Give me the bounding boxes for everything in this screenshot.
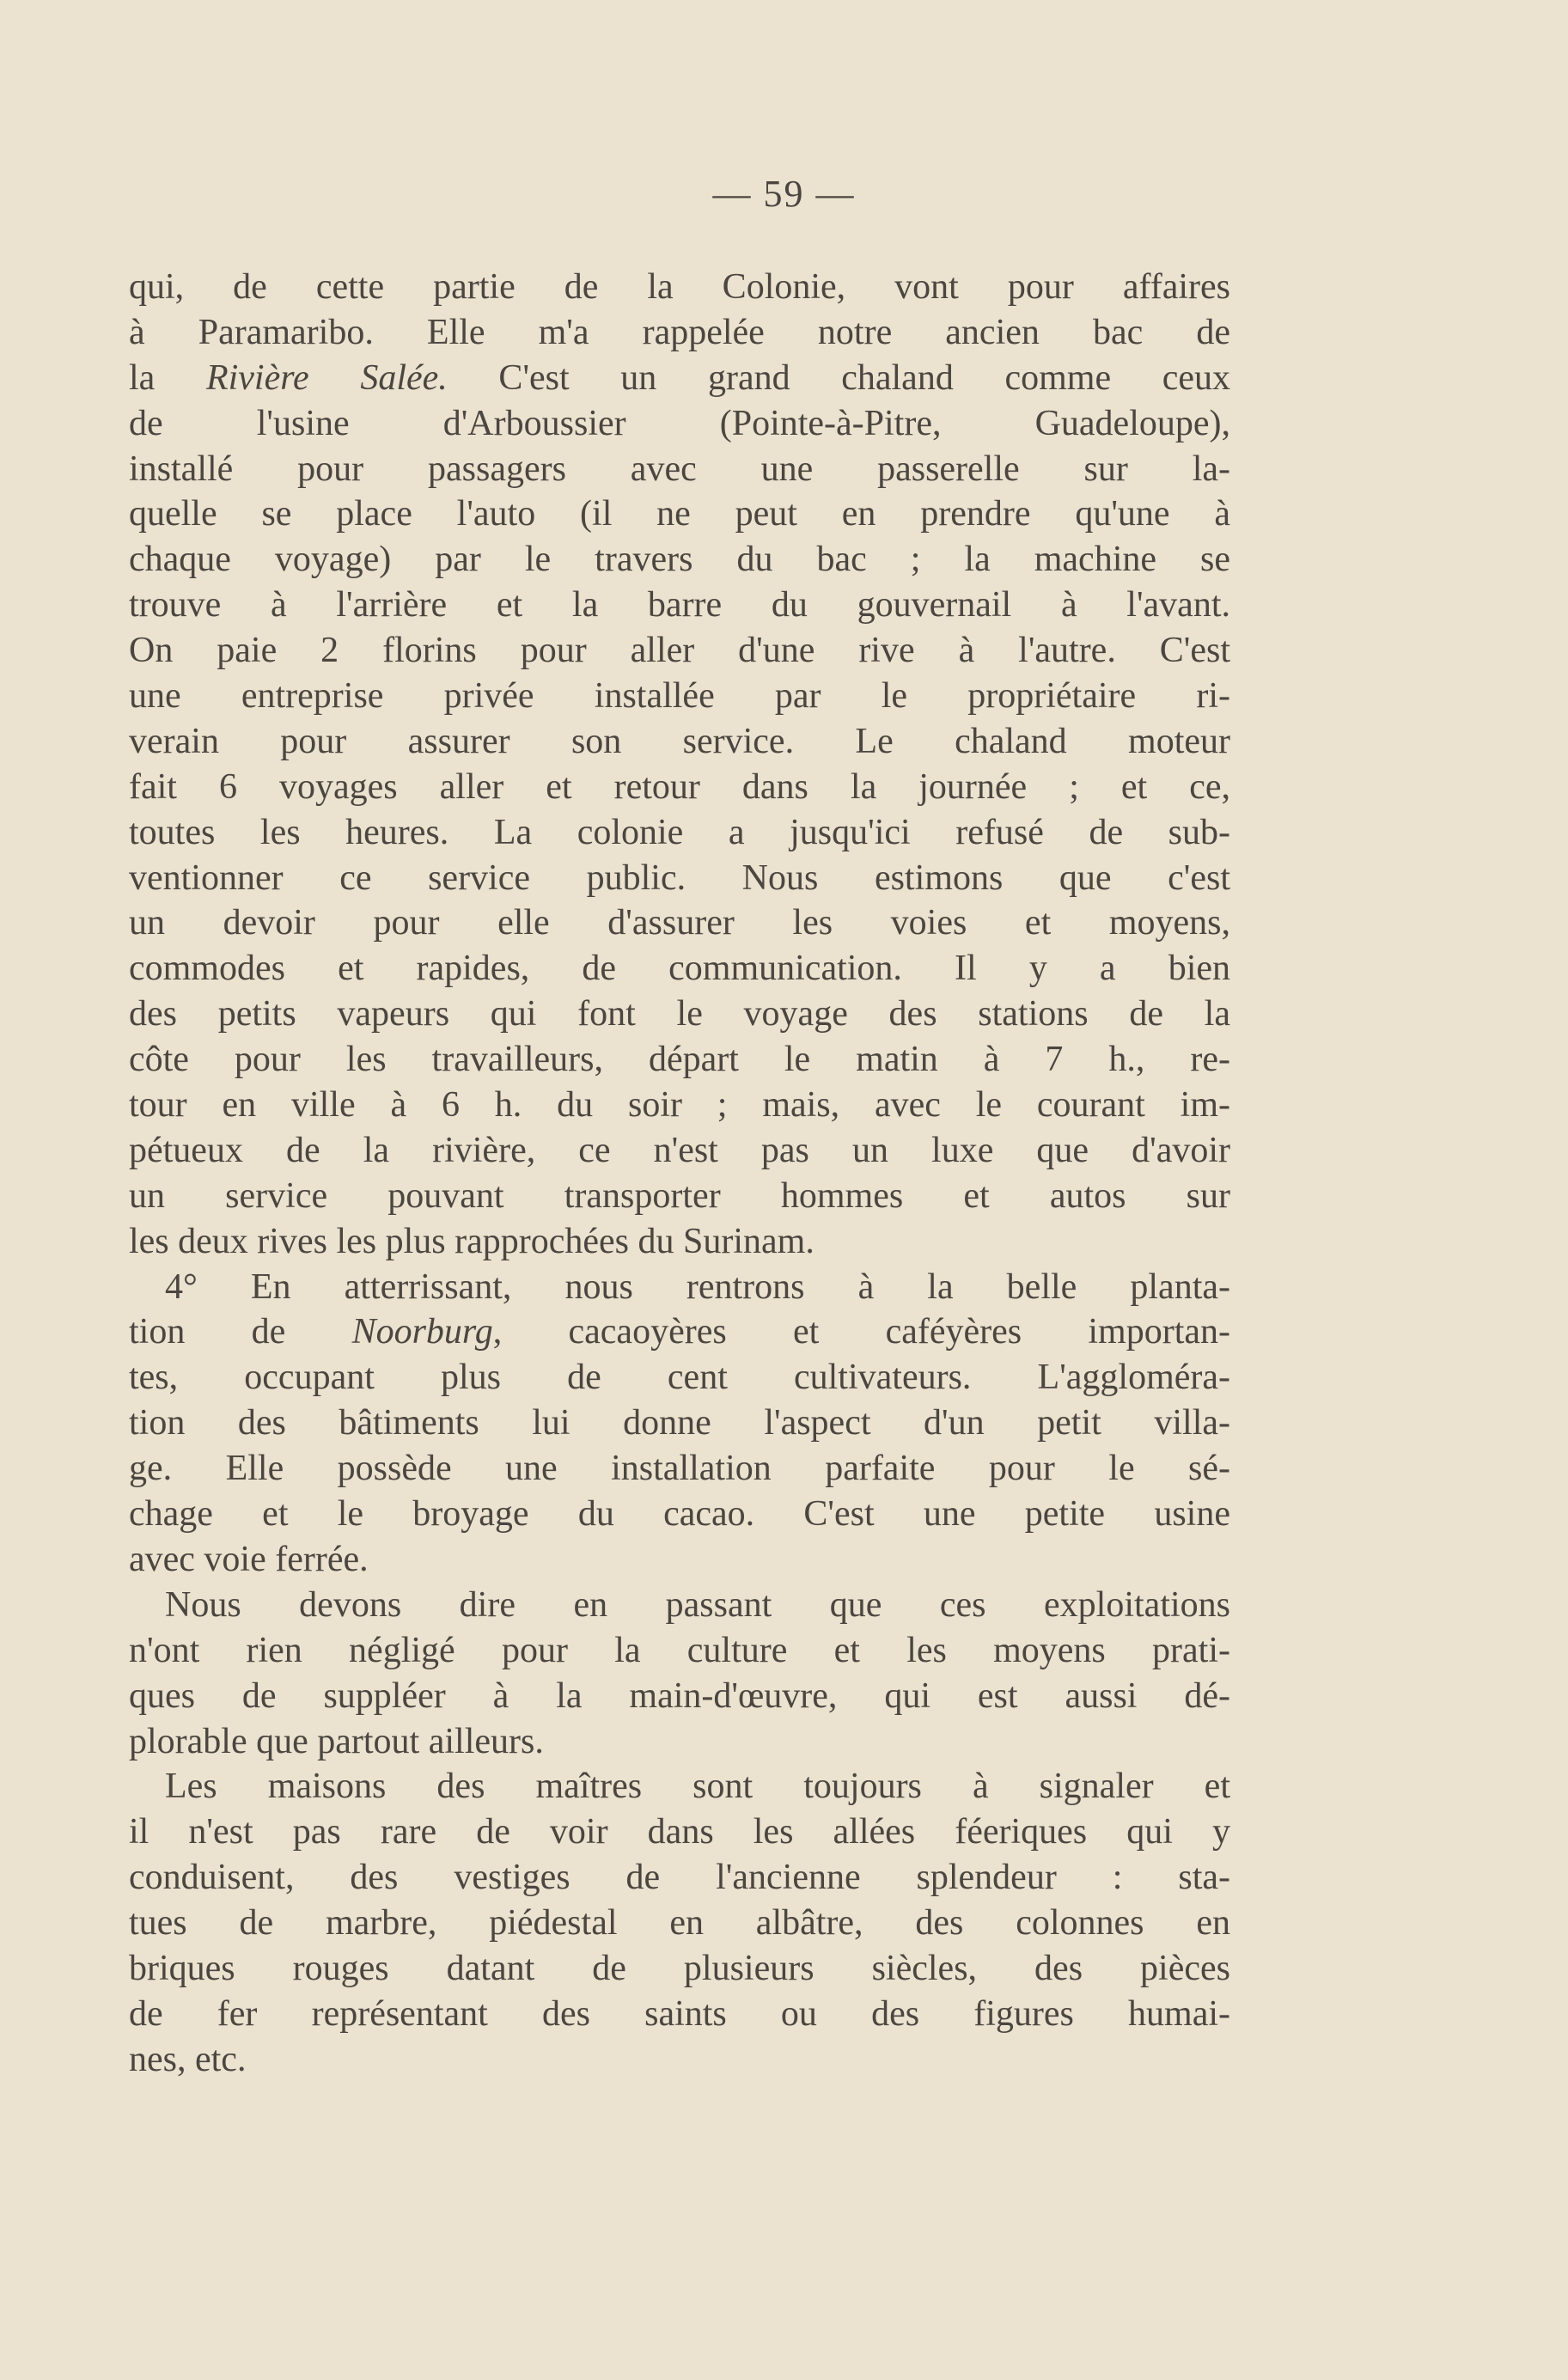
line-text: ge. Elle possède une installation parfaite pour le sé-	[129, 1449, 1230, 1489]
text-line	[129, 1674, 1230, 1719]
text-line	[129, 674, 1230, 719]
line-text: il n'est pas rare de voir dans les allées féeriques qui y	[129, 1812, 1230, 1852]
line-text: chaque voyage) par le travers du bac ; la machine se	[129, 540, 1230, 580]
line-text: n'ont rien négligé pour la culture et les moyens prati-	[129, 1630, 1230, 1670]
line-text: toutes les heures. La colonie a jusqu'ici refusé de sub-	[129, 812, 1230, 852]
text-line	[129, 1401, 1230, 1446]
text-line	[129, 810, 1230, 856]
text-line	[129, 1037, 1230, 1083]
text-line	[129, 1265, 1230, 1310]
line-text: les deux rives les plus rapprochées du Surinam.	[129, 1221, 815, 1261]
text-line	[129, 856, 1230, 901]
line-text: 4° En atterrissant, nous rentrons à la belle planta-	[165, 1266, 1230, 1307]
text-line	[129, 1174, 1230, 1219]
line-text: nes, etc.	[129, 2039, 247, 2079]
text-line	[129, 265, 1230, 310]
line-text: la	[129, 357, 206, 398]
line-text: quelle se place l'auto (il ne peut en prendre qu'une à	[129, 494, 1230, 534]
line-text: commodes et rapides, de communication. Il y a bien	[129, 949, 1230, 989]
line-text: ques de suppléer à la main-d'œuvre, qui est aussi dé-	[129, 1675, 1230, 1716]
text-line	[129, 1219, 1230, 1265]
line-text: Les maisons des maîtres sont toujours à signaler et	[165, 1767, 1230, 1807]
line-text: pétueux de la rivière, ce n'est pas un luxe que d'avoir	[129, 1130, 1230, 1170]
line-text: avec voie ferrée.	[129, 1539, 369, 1579]
text-line	[129, 1492, 1230, 1537]
text-line	[129, 1083, 1230, 1128]
text-line	[129, 1764, 1230, 1809]
line-text: des petits vapeurs qui font le voyage des stations de la	[129, 994, 1230, 1034]
text-line	[129, 946, 1230, 992]
text-line	[129, 583, 1230, 628]
line-text: briques rouges datant de plusieurs siècles, des pièces	[129, 1948, 1230, 1988]
text-line	[129, 1537, 1230, 1583]
line-text: , cacaoyères et caféyères importan-	[492, 1312, 1231, 1352]
line-text: un devoir pour elle d'assurer les voies et moyens,	[129, 903, 1230, 943]
text-line	[129, 1628, 1230, 1674]
line-text: verain pour assurer son service. Le chaland moteur	[129, 721, 1230, 761]
text-line	[129, 537, 1230, 583]
line-text: une entreprise privée installée par le propriétaire ri-	[129, 676, 1230, 717]
line-text: On paie 2 florins pour aller d'une rive à l'autre. C'est	[129, 631, 1230, 671]
line-text: Nous devons dire en passant que ces exploitations	[165, 1584, 1230, 1625]
line-text: tour en ville à 6 h. du soir ; mais, avec le courant im-	[129, 1085, 1230, 1126]
line-text: plorable que partout ailleurs.	[129, 1721, 544, 1761]
line-text: installé pour passagers avec une passerelle sur la-	[129, 449, 1230, 489]
line-text: de fer représentant des saints ou des figures humai-	[129, 1993, 1230, 2034]
line-text: chage et le broyage du cacao. C'est une petite usine	[129, 1494, 1230, 1535]
line-text: de l'usine d'Arboussier (Pointe-à-Pitre, Guadeloupe),	[129, 403, 1230, 443]
text-line	[129, 765, 1230, 810]
text-line	[129, 1855, 1230, 1901]
text-line	[129, 1992, 1230, 2037]
text-line	[129, 447, 1230, 492]
text-line	[129, 310, 1230, 356]
line-text: tes, occupant plus de cent cultivateurs. L'aggloméra-	[129, 1358, 1230, 1398]
text-line	[129, 2037, 1230, 2083]
text-line	[129, 719, 1230, 765]
text-line	[129, 1128, 1230, 1174]
text-line	[129, 1901, 1230, 1946]
body-text	[129, 265, 1230, 2083]
text-line	[129, 1719, 1230, 1765]
text-line	[129, 1446, 1230, 1492]
line-text: fait 6 voyages aller et retour dans la journée ; et ce,	[129, 766, 1230, 807]
text-line	[129, 1583, 1230, 1628]
line-text: un service pouvant transporter hommes et autos sur	[129, 1175, 1230, 1216]
line-text: qui, de cette partie de la Colonie, vont pour affaires	[129, 267, 1230, 307]
line-text: tion de	[129, 1312, 352, 1352]
text-line	[129, 401, 1230, 447]
text-line	[129, 1355, 1230, 1401]
line-text: à Paramaribo. Elle m'a rappelée notre ancien bac de	[129, 312, 1230, 352]
text-line	[129, 628, 1230, 674]
text-line	[129, 1809, 1230, 1855]
italic-text: Noorburg	[351, 1312, 493, 1352]
line-text: ventionner ce service public. Nous estimons que c'est	[129, 857, 1230, 898]
line-text: trouve à l'arrière et la barre du gouvernail à l'avant.	[129, 585, 1230, 626]
text-line	[129, 900, 1230, 946]
line-text: conduisent, des vestiges de l'ancienne splendeur : sta-	[129, 1858, 1230, 1898]
line-text: côte pour les travailleurs, départ le matin à 7 h., re-	[129, 1040, 1230, 1080]
line-text: tion des bâtiments lui donne l'aspect d'un petit villa-	[129, 1403, 1230, 1443]
text-line	[129, 491, 1230, 537]
line-text: tues de marbre, piédestal en albâtre, des colonnes en	[129, 1903, 1230, 1944]
text-line	[129, 356, 1230, 401]
text-line	[129, 1946, 1230, 1992]
page-number: — 59 —	[712, 173, 856, 215]
italic-text: Rivière Salée.	[205, 357, 448, 398]
text-line	[129, 992, 1230, 1037]
text-line	[129, 1309, 1230, 1355]
line-text: C'est un grand chaland comme ceux	[447, 357, 1231, 398]
